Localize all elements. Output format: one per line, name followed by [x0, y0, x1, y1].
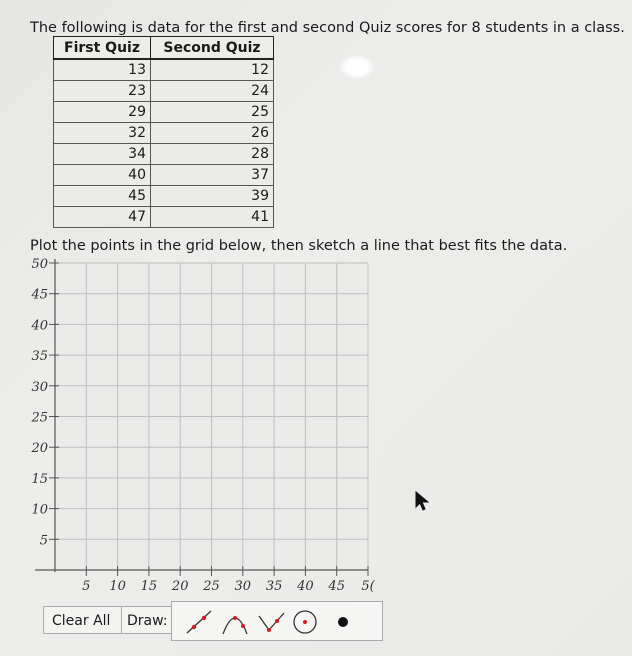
x-tick-label: 15: [140, 579, 158, 594]
y-tick-label: 25: [31, 410, 48, 426]
x-tick-label: 45: [328, 579, 345, 594]
circle-icon[interactable]: [290, 608, 320, 636]
x-tick-label: 20: [171, 579, 189, 594]
parabola-icon[interactable]: [220, 608, 250, 636]
y-tick-label: 35: [31, 349, 48, 365]
second-quiz-cell: 24: [151, 81, 274, 102]
second-quiz-cell: 28: [151, 144, 274, 165]
y-tick-label: 40: [31, 318, 48, 334]
first-quiz-cell: 23: [54, 81, 151, 102]
second-quiz-cell: 25: [151, 102, 274, 123]
clear-all-button[interactable]: Clear All: [43, 606, 122, 634]
y-tick-label: 45: [31, 287, 48, 303]
x-tick-label: 25: [203, 579, 220, 594]
second-quiz-cell: 12: [151, 59, 274, 81]
y-tick-label: 15: [31, 471, 48, 487]
first-quiz-cell: 13: [54, 59, 151, 81]
first-quiz-cell: 45: [54, 186, 151, 207]
x-tick-label: 5(: [361, 579, 375, 594]
x-tick-label: 35: [265, 579, 283, 594]
header-second-quiz: Second Quiz: [151, 37, 274, 60]
first-quiz-cell: 47: [54, 207, 151, 228]
first-quiz-cell: 29: [54, 102, 151, 123]
second-quiz-cell: 37: [151, 165, 274, 186]
x-tick-label: 5: [82, 579, 91, 594]
draw-toolbar: [171, 601, 383, 641]
point-icon[interactable]: [328, 608, 358, 636]
mouse-cursor-icon: [414, 490, 432, 512]
second-quiz-cell: 39: [151, 186, 274, 207]
x-tick-label: 30: [234, 579, 252, 594]
x-tick-label: 10: [109, 579, 126, 594]
y-tick-label: 30: [31, 379, 48, 395]
y-tick-label: 20: [31, 441, 48, 457]
y-tick-label: 10: [31, 502, 48, 518]
first-quiz-cell: 32: [54, 123, 151, 144]
header-first-quiz: First Quiz: [54, 37, 151, 60]
absolute-value-icon[interactable]: [256, 608, 286, 636]
line-icon[interactable]: [184, 608, 214, 636]
first-quiz-cell: 34: [54, 144, 151, 165]
second-quiz-cell: 41: [151, 207, 274, 228]
x-tick-label: 40: [297, 579, 314, 594]
second-quiz-cell: 26: [151, 123, 274, 144]
y-tick-label: 5: [39, 533, 48, 549]
first-quiz-cell: 40: [54, 165, 151, 186]
draw-label: Draw:: [122, 606, 173, 634]
plot-instructions: Plot the points in the grid below, then sketch a line that best fits the data.: [30, 238, 568, 254]
y-tick-label: 50: [31, 257, 48, 272]
instructions-text: The following is data for the first and second Quiz scores for 8 students in a class.: [30, 20, 625, 36]
